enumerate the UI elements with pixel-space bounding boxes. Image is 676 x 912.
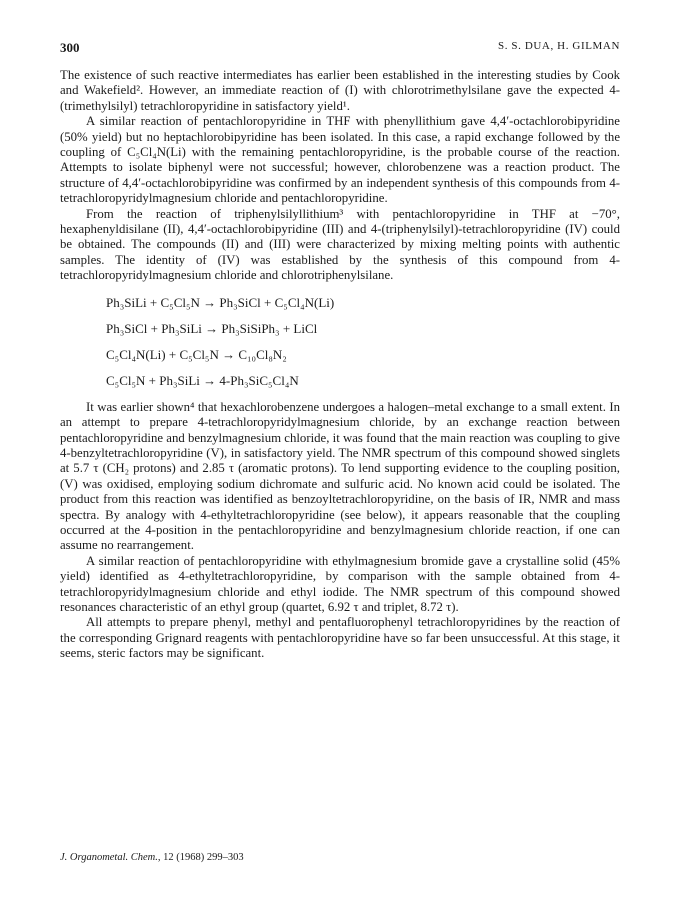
paragraph: A similar reaction of pentachloropyridine with ethylmagnesium bromide gave a crystalline solid (45% yield) identified as 4-ethyltetrachloropyridine, by comparison with the sample obtained from 4-tetrachloropyridylmagnesium chloride and ethyl iodide. The NMR spectrum of this compound showed resonances characteristic of an ethyl group (quartet, 6.92 τ and triplet, 8.72 τ). xyxy=(60,553,620,614)
paragraph: It was earlier shown⁴ that hexachlorobenzene undergoes a halogen–metal exchange to a small extent. In an attempt to prepare 4-tetrachloropyridylmagnesium chloride, by an exchange reaction between pentachloropyridine and benzylmagnesium chloride, it was found that the main reaction was coupling to give 4-benzyltetrachloropyridine (V), in satisfactory yield. The NMR spectrum of this compound showed singlets at 5.7 τ (CH₂ protons) and 2.85 τ (aromatic protons). To lend supporting evidence to the coupling position, (V) was oxidised, employing sodium dichromate and sulfuric acid. No known acid could be isolated. The product from this reaction was identified as benzoyltetrachloropyridine, on the basis of IR, NMR and mass spectra. By analogy with 4-ethyltetrachloropyridine (see below), it appears reasonable that the coupling occurred at the 4-position in the pentachloropyridine and benzylmagnesium chloride reaction, if one can assume no rearrangement. xyxy=(60,399,620,553)
journal-citation-footer xyxy=(60,852,244,863)
paragraph: From the reaction of triphenylsilyllithium³ with pentachloropyridine in THF at −70°, hexaphenyldisilane (II), 4,4′-octachlorobipyridine (III) and 4-(triphenylsilyl)-tetrachloropyridine (IV) could be obtained. The compounds (II) and (III) were characterized by mixing melting points with authentic samples. The identity of (IV) was established by the synthesis of this compound from 4-tetrachloropyridylmagnesium chloride and chlorotriphenylsilane. xyxy=(60,206,620,283)
paragraph: A similar reaction of pentachloropyridine in THF with phenyllithium gave 4,4′-octachlorobipyridine (50% yield) but no heptachlorobipyridine has been isolated. In this case, a rapid exchange followed by the coupling of C₅Cl₄N(Li) with the remaining pentachloropyridine, is the probable course of the reaction. Attempts to isolate biphenyl were not successful; however, chlorobenzene was a reaction product. The structure of 4,4′-octachlorobipyridine was confirmed by an independent synthesis of this compounds from 4-tetrachloropyridylmagnesium chloride and pentachloropyridine. xyxy=(60,114,620,206)
paragraph: The existence of such reactive intermediates has earlier been established in the interesting studies by Cook and Wakefield². However, an immediate reaction of (I) with chlorotrimethylsilane gave the expected 4-(trimethylsilyl) tetrachloropyridine in satisfactory yield¹. xyxy=(60,68,620,113)
reaction-equations xyxy=(106,290,620,394)
journal-name: J. Organometal. Chem., xyxy=(60,852,161,863)
running-head-authors: S. S. DUA, H. GILMAN xyxy=(497,40,620,52)
equation-3: C₅Cl₄N(Li) + C₅Cl₅N → C₁₀Cl₈N₂ xyxy=(106,346,287,362)
page-number: 300 xyxy=(60,40,80,55)
equation-1: Ph₃SiLi + C₅Cl₅N → Ph₃SiCl + C₅Cl₄N(Li) xyxy=(106,294,335,310)
equation-2: Ph₃SiCl + Ph₃SiLi → Ph₃SiSiPh₃ + LiCl xyxy=(106,320,318,336)
equation-4: C₅Cl₅N + Ph₃SiLi → 4-Ph₃SiC₅Cl₄N xyxy=(106,372,299,388)
article-body xyxy=(60,68,620,662)
paragraph: All attempts to prepare phenyl, methyl and pentafluorophenyl tetrachloropyridines by the reaction of the corresponding Grignard reagents with pentachloropyridine have so far been unsuccessful. At this stage, it seems, steric factors may be significant. xyxy=(60,615,620,661)
page-header xyxy=(60,40,620,58)
journal-volume: 12 (1968) 299–303 xyxy=(163,852,244,863)
